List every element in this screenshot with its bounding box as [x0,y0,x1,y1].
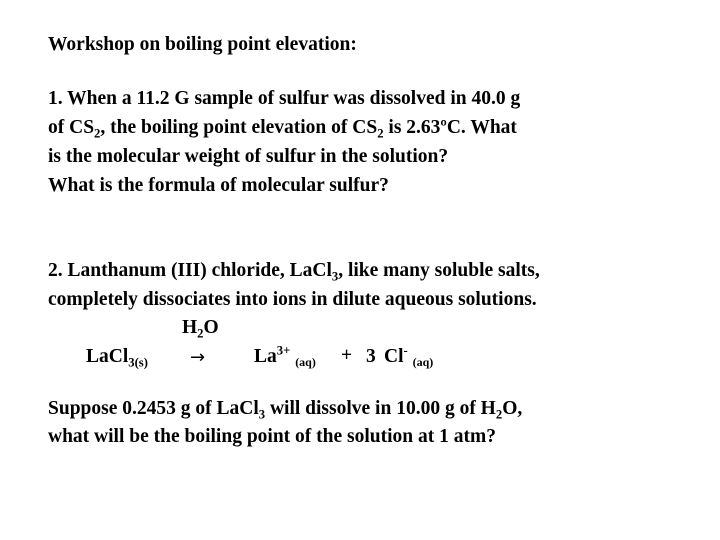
anion-symbol: Cl [384,346,404,367]
anion-charge: - [403,343,408,358]
problem1-line2-subscript-1: 2 [94,126,101,141]
equation-plus: + [341,345,353,366]
cation-symbol: La [254,346,277,367]
problem1-line2-subscript-2: 2 [377,126,384,141]
problem2-line2: completely dissociates into ions in dilute aqueous solutions. [48,289,537,310]
problem2-line3-subscript-2: 2 [495,407,503,422]
problem2-line3-subscript-1: 3 [258,407,266,422]
cation-state: (aq) [295,355,316,370]
equation-anion [384,345,433,369]
problem1-line4: What is the formula of molecular sulfur? [48,175,389,196]
problem2-line3-text-c: O, [502,398,523,419]
problem2-line4: what will be the boiling point of the solution at 1 atm? [48,426,496,447]
problem1-line1: 1. When a 11.2 G sample of sulfur was dissolved in 40.0 g [48,88,521,109]
problem2-line1 [48,259,540,283]
equation-coefficient: 3 [366,346,376,367]
problem2-line3-text-a: Suppose 0.2453 g of LaCl [48,398,259,419]
problem1-line3: is the molecular weight of sulfur in the solution? [48,146,449,167]
problem1-line2-text-c: is 2.63ºC. What [383,117,517,138]
solvent-symbol: H [182,317,198,338]
solvent-tail: O [203,317,219,338]
problem2-line1-subscript: 3 [331,269,339,284]
reaction-arrow-icon: → [190,347,206,368]
problem2-line1-text-b: , like many soluble salts, [338,260,540,281]
problem2-line3 [48,397,522,421]
reactant-subscript: 3(s) [128,355,148,370]
problem1-line2-text-a: of CS [48,117,95,138]
cation-charge: 3+ [276,343,291,358]
equation-cation [254,345,316,369]
equation-solvent [182,316,219,340]
problem2-line3-text-b: will dissolve in 10.00 g of H [265,398,496,419]
problem1-line2-text-b: , the boiling point elevation of CS [100,117,378,138]
equation-reactant [86,345,148,369]
solvent-subscript: 2 [197,326,204,341]
workshop-heading: Workshop on boiling point elevation: [48,34,357,55]
anion-state: (aq) [412,355,434,370]
problem2-line1-text-a: 2. Lanthanum (III) chloride, LaCl [48,260,332,281]
problem1-line2 [48,116,517,140]
reactant-formula: LaCl [86,346,129,367]
